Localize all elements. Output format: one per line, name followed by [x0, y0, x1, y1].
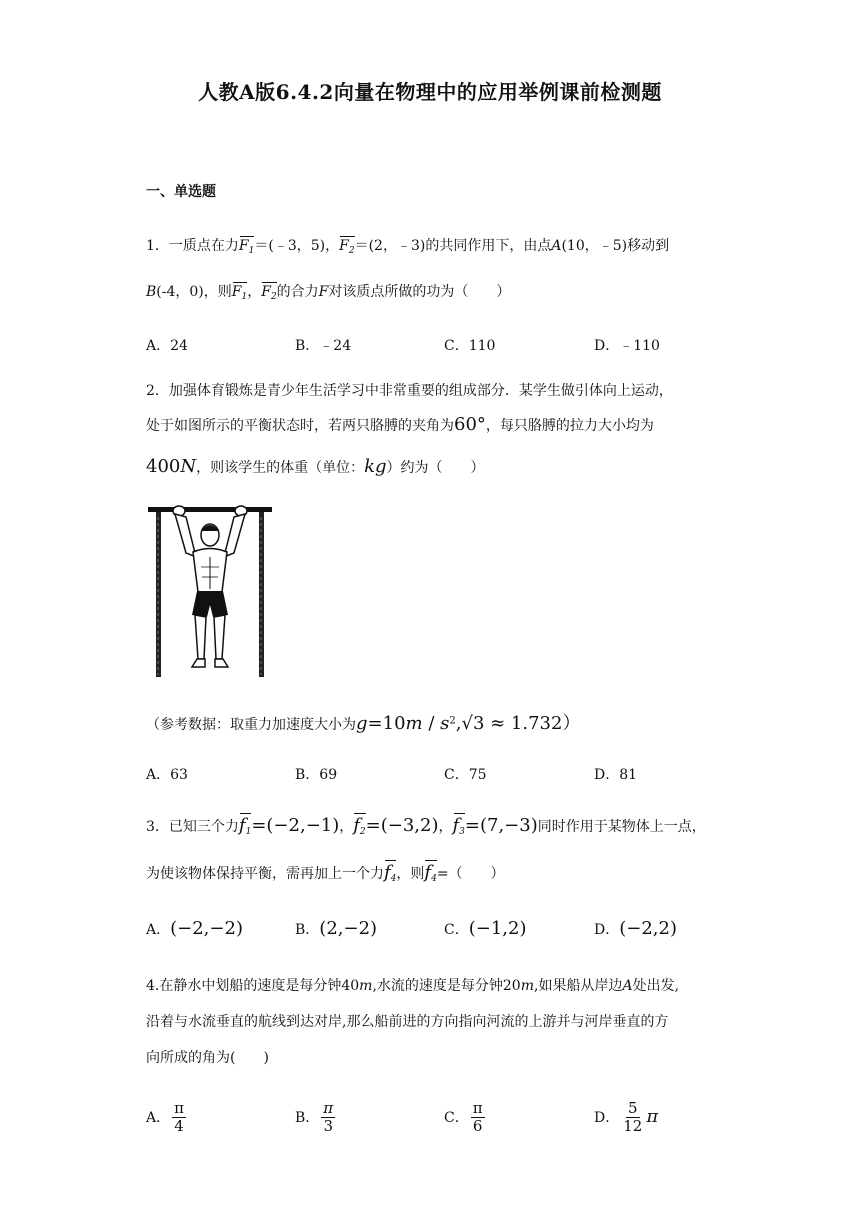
f1-value: =(−2,−1): [251, 815, 340, 836]
question-2-line-2: [146, 414, 654, 435]
q1-text: (-4，0)，则: [156, 284, 232, 300]
fraction: $\frac{\pi}{3}$: [323, 1099, 334, 1136]
option-label: B．: [295, 922, 320, 938]
q2-text: ,√3 ≈ 1.732）: [455, 713, 581, 734]
q4-text: 4.在静水中划船的速度是每分钟40: [146, 978, 360, 994]
q1-text: ＝(﹣3，5)，: [254, 238, 340, 254]
fraction: $\frac{\pi}{4}$: [174, 1099, 184, 1136]
question-1-line-1: [146, 235, 669, 256]
q4-option-c[interactable]: [444, 1100, 487, 1136]
unit-m: m: [405, 713, 423, 734]
question-3-line-1: [146, 815, 706, 837]
question-4-line-3: 向所成的角为( ): [146, 1050, 269, 1066]
q1-text: 对该质点所做的功为（ ）: [328, 284, 511, 300]
vector-F2: $F_2$: [261, 284, 277, 302]
option-value: (−2,−2): [170, 918, 243, 939]
q3-option-d[interactable]: [594, 918, 677, 939]
angle-value: 60°: [454, 414, 486, 435]
q3-text: =（ ）: [436, 866, 505, 882]
q2-option-b[interactable]: B．69: [295, 767, 338, 783]
q4-text: ,水流的速度是每分钟20: [372, 978, 521, 994]
q3-text: ，: [339, 819, 354, 835]
q4-text: 处出发,: [632, 978, 680, 994]
unit-kg: kg: [364, 456, 387, 477]
q2-option-c[interactable]: C．75: [444, 767, 487, 783]
q2-text: ，每只胳膊的拉力大小均为: [485, 418, 654, 434]
f3-value: =(7,−3): [464, 815, 538, 836]
q1-text: 的合力: [276, 284, 319, 300]
point-A: A: [622, 978, 633, 994]
option-label: D．: [594, 1109, 620, 1126]
f2-value: =(−3,2): [365, 815, 439, 836]
vector-f1: $f_1$: [238, 815, 252, 837]
q2-option-a[interactable]: A．63: [146, 767, 188, 783]
section-heading: 一、单选题: [146, 184, 216, 200]
point-B: B: [146, 284, 157, 300]
q4-text: ,如果船从岸边: [534, 978, 623, 994]
vector-f4: $f_4$: [424, 862, 437, 884]
vector-F1: $F_1$: [238, 238, 255, 256]
q3-text: 同时作用于某物体上一点，: [537, 819, 706, 835]
unit-s: s: [440, 713, 450, 734]
question-4-line-2: 沿着与水流垂直的航线到达对岸,那么船前进的方向指向河流的上游并与河岸垂直的方: [146, 1014, 669, 1030]
vector-f3: $f_3$: [452, 815, 465, 837]
q1-text: 1．一质点在力: [146, 238, 239, 254]
fraction: $\frac{5}{12}$: [623, 1099, 643, 1136]
q2-text: （参考数据：取重力加速度大小为: [146, 717, 356, 733]
symbol-g: g: [356, 713, 368, 734]
question-3-line-2: [146, 862, 505, 884]
question-4-line-1: [146, 975, 679, 995]
option-value: (2,−2): [319, 918, 378, 939]
option-label: A．: [146, 1109, 171, 1126]
q1-text: ，: [247, 284, 262, 300]
unit-m: m: [359, 978, 373, 994]
q2-text: /: [422, 713, 441, 734]
option-label: C．: [444, 1109, 469, 1126]
q2-text: =10: [367, 713, 406, 734]
q2-text: 处于如图所示的平衡状态时，若两只胳膊的夹角为: [146, 418, 454, 434]
q3-text: 3．已知三个力: [146, 819, 239, 835]
point-A: A: [551, 238, 562, 254]
vector-f4: $f_4$: [384, 862, 397, 884]
fraction: $\frac{\pi}{6}$: [472, 1099, 483, 1136]
question-2-reference: [146, 709, 580, 735]
option-label: B．: [295, 1109, 320, 1126]
q4-option-d[interactable]: D． $\frac{5}{12}$ π: [594, 1099, 659, 1136]
page-title: 人教A版6.4.2向量在物理中的应用举例课前检测题: [198, 80, 662, 104]
q3-option-c[interactable]: [444, 918, 526, 939]
q1-text: ＝(2，﹣3)的共同作用下，由点: [354, 238, 552, 254]
force-value: 400: [146, 456, 181, 477]
option-label: A．: [146, 922, 171, 938]
option-label: D．: [594, 922, 620, 938]
q3-option-a[interactable]: [146, 918, 243, 939]
vector-F2: $F_2$: [339, 238, 355, 256]
q2-text: ）约为（ ）: [386, 460, 485, 476]
q3-option-b[interactable]: [295, 918, 377, 939]
option-value: (−2,2): [619, 918, 677, 939]
vector-f2: $f_2$: [353, 815, 366, 837]
q4-option-a[interactable]: [146, 1100, 188, 1136]
q2-option-d[interactable]: D．81: [594, 767, 638, 783]
question-1-line-2: [146, 281, 510, 302]
q1-option-d[interactable]: D．﹣110: [594, 338, 660, 354]
option-value: (−1,2): [468, 918, 527, 939]
pull-up-illustration: [146, 497, 274, 677]
q4-option-b[interactable]: [295, 1100, 337, 1136]
option-label: C．: [444, 922, 469, 938]
q3-text: ，则: [396, 866, 425, 882]
q2-text: ，则该学生的体重（单位：: [196, 460, 365, 476]
unit-m: m: [520, 978, 534, 994]
q1-option-b[interactable]: B．﹣24: [295, 338, 352, 354]
resultant-F: F: [318, 284, 329, 300]
q3-text: 为使该物体保持平衡，需再加上一个力: [146, 866, 384, 882]
vector-F1: $F_1$: [231, 284, 248, 302]
question-2-line-1: 2．加强体育锻炼是青少年生活学习中非常重要的组成部分．某学生做引体向上运动，: [146, 383, 673, 399]
q1-option-a[interactable]: A．24: [146, 338, 188, 354]
question-2-line-3: [146, 456, 485, 477]
unit-N: N: [180, 456, 197, 477]
q1-option-c[interactable]: C．110: [444, 338, 496, 354]
pull-up-figure: [146, 497, 274, 677]
exponent: 2: [449, 715, 456, 727]
q3-text: ，: [438, 819, 453, 835]
q1-text: (10，﹣5)移动到: [561, 238, 670, 254]
